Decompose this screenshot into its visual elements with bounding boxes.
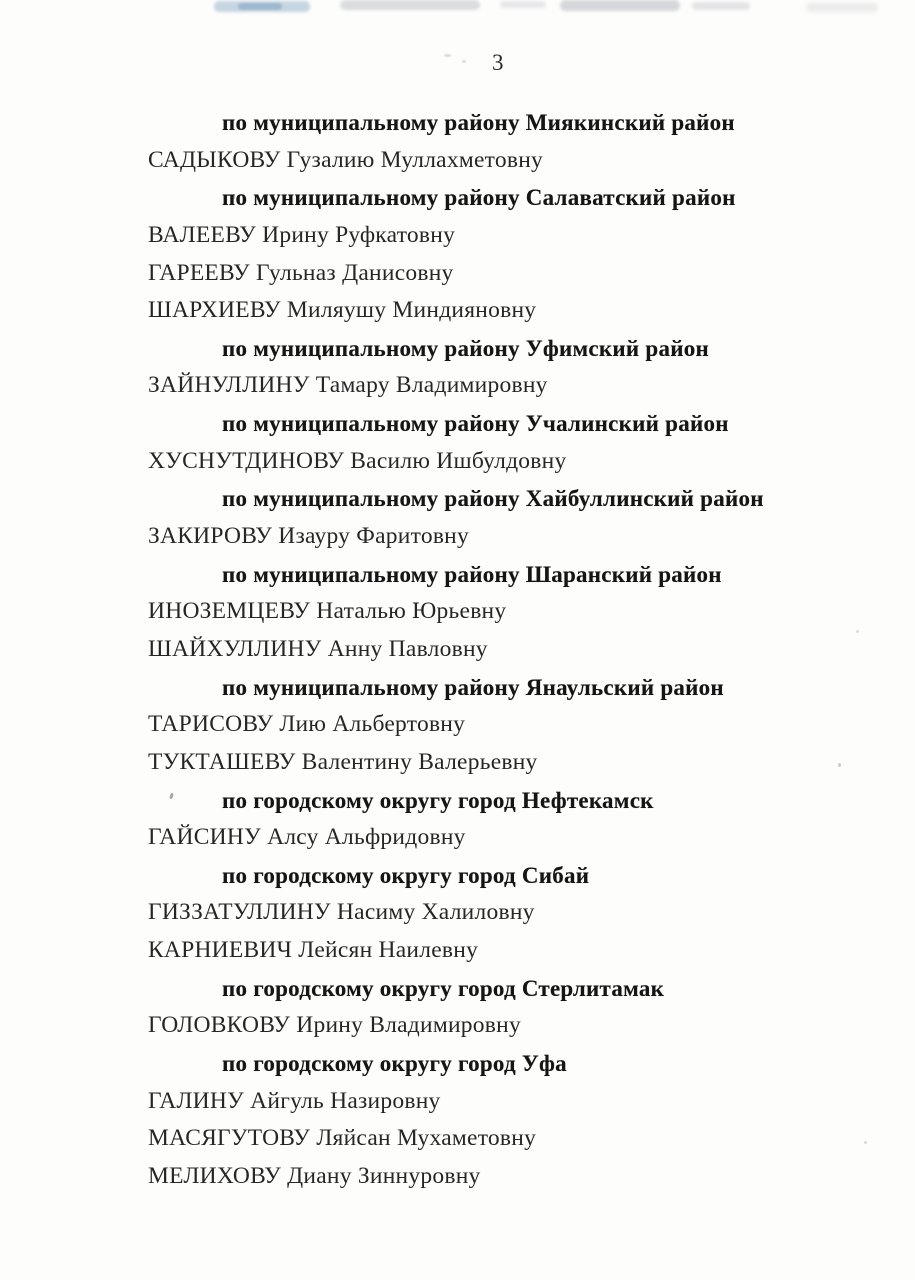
section-header: по городскому округу город Сибай [222,862,590,888]
section-header: по муниципальному району Шаранский район [222,561,722,587]
person-name: ТАРИСОВУ Лию Альбертовну [148,711,466,738]
scan-smudge-gray [692,2,750,10]
section-header: по муниципальному району Миякинский район [222,110,735,135]
person-name: ВАЛЕЕВУ Ирину Руфкатовну [148,221,456,248]
section-header: по муниципальному району Хайбуллинский район [222,486,764,512]
section-header: по городскому округу город Стерлитамак [222,975,665,1001]
document-body [148,104,875,1196]
person-name: ГОЛОВКОВУ Ирину Владимировну [148,1012,521,1039]
person-name: ШАРХИЕВУ Миляушу Миндияновну [148,297,537,324]
section-header: по городскому округу город Уфа [222,1051,567,1077]
person-name: ГАЛИНУ Айгуль Назировну [148,1087,441,1114]
person-name: ТУКТАШЕВУ Валентину Валерьевну [148,748,538,775]
person-name: ЗАКИРОВУ Изауру Фаритовну [148,523,470,550]
section-header: по городскому округу город Нефтекамск [222,787,654,813]
person-name: САДЫКОВУ Гузалию Муллахметовну [148,146,544,173]
person-name: ШАЙХУЛЛИНУ Анну Павловну [148,635,488,662]
scan-speck [462,60,466,63]
section-header: по муниципальному району Салаватский район [222,185,736,211]
person-name: ИНОЗЕМЦЕВУ Наталью Юрьевну [148,598,507,625]
scan-smudge-gray [806,3,878,12]
page-number: 3 [492,50,504,75]
section-header: по муниципальному району Учалинский район [222,411,729,437]
person-name: ГАРЕЕВУ Гульназ Данисовну [148,259,454,286]
scan-smudge-gray [500,1,546,8]
person-name: КАРНИЕВИЧ Лейсян Наилевну [148,937,479,964]
scan-smudge-gray [340,0,480,10]
person-name: ХУСНУТДИНОВУ Василю Ишбулдовну [148,447,567,474]
scan-speck [444,54,451,57]
person-name: ГИЗЗАТУЛЛИНУ Насиму Халиловну [148,899,535,926]
person-name: МЕЛИХОВУ Диану Зиннуровну [148,1162,481,1189]
section-header: по муниципальному району Уфимский район [222,335,709,361]
person-name: ГАЙСИНУ Алсу Альфридовну [148,824,466,851]
person-name: МАСЯГУТОВУ Ляйсан Мухаметовну [148,1125,537,1152]
scan-smudge-blue [238,3,282,10]
scan-smudge-gray [560,0,680,11]
person-name: ЗАЙНУЛЛИНУ Тамару Владимировну [148,372,548,399]
section-header: по муниципальному району Янаульский район [222,674,724,700]
